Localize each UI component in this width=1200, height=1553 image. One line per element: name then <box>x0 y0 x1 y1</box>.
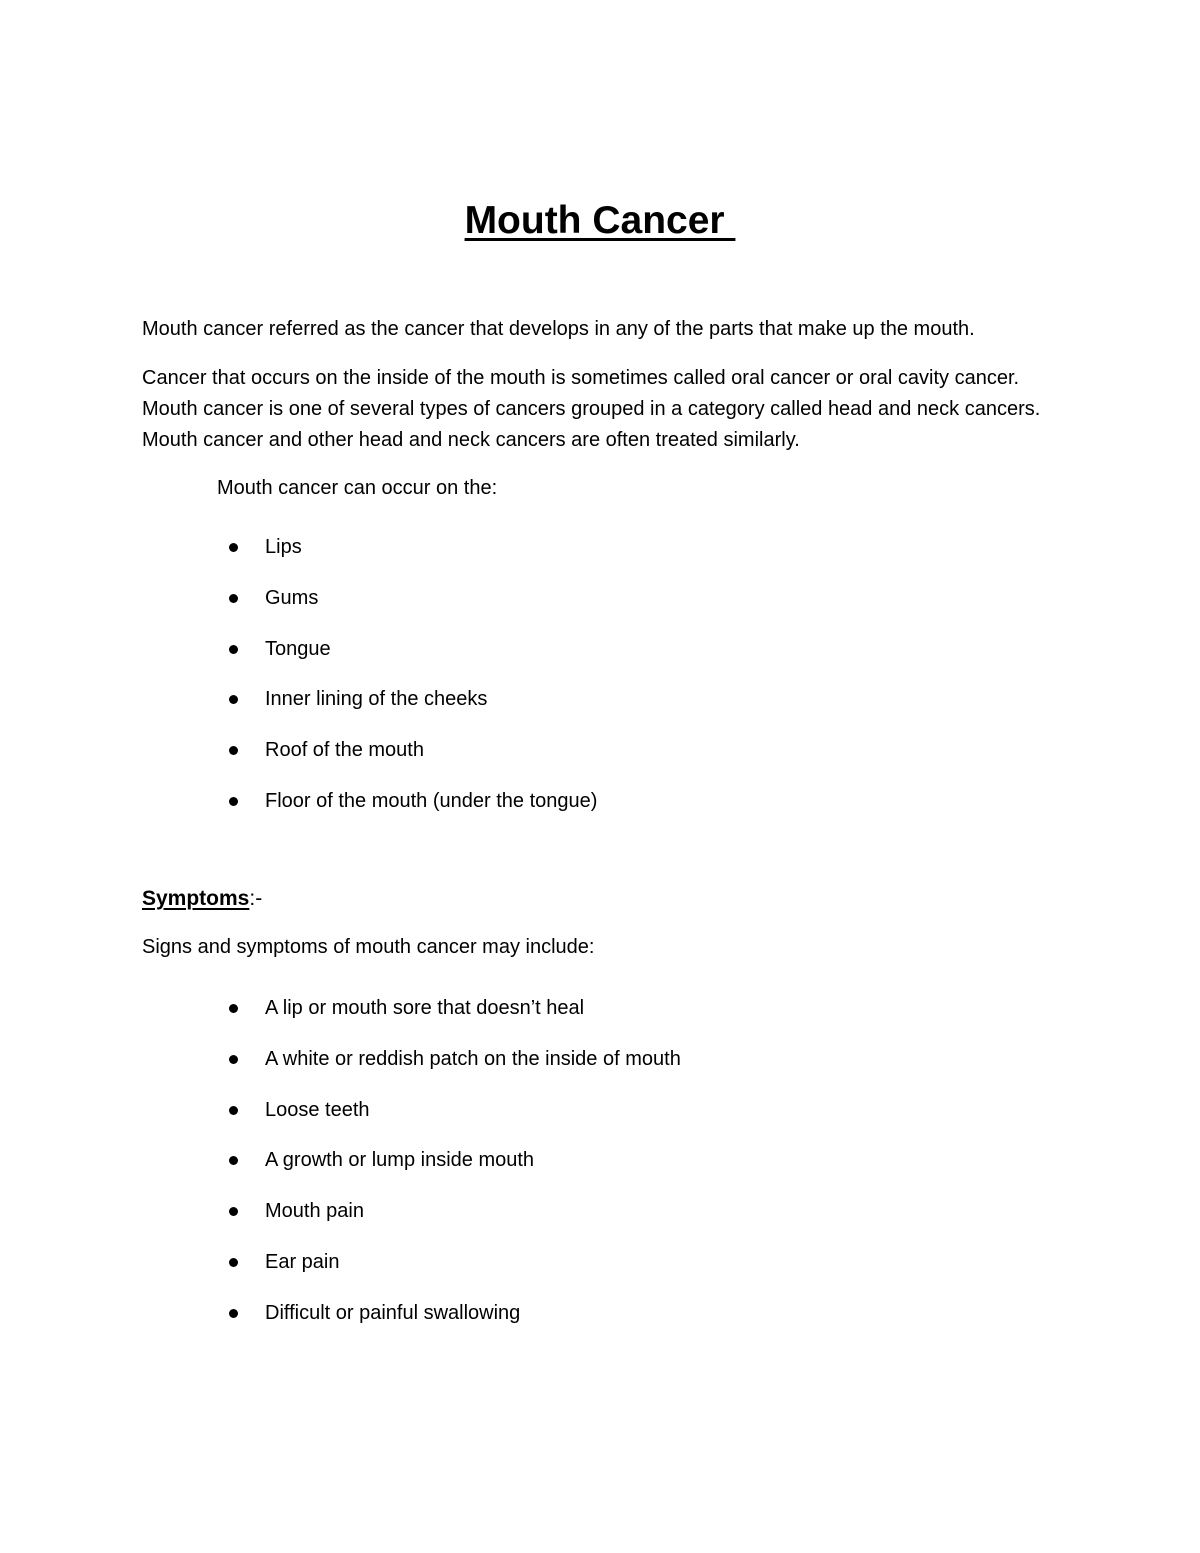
bullet-icon <box>229 1309 238 1318</box>
list-item-text: A white or reddish patch on the inside of mouth <box>265 1047 681 1070</box>
list-item-text: Roof of the mouth <box>265 739 424 762</box>
intro-paragraph: Mouth cancer referred as the cancer that develops in any of the parts that make up the mouth. <box>142 318 975 340</box>
bullet-icon <box>229 1055 238 1064</box>
document-title <box>0 196 1200 246</box>
bullet-icon <box>229 1156 238 1165</box>
bullet-icon <box>229 695 238 704</box>
list-item-text: Gums <box>265 586 319 609</box>
list-item-text: A lip or mouth sore that doesn’t heal <box>265 997 585 1019</box>
bullet-icon <box>229 746 238 755</box>
locations-intro: Mouth cancer can occur on the: <box>217 477 498 499</box>
list-item-text: Difficult or painful swallowing <box>265 1301 521 1324</box>
symptoms-heading <box>142 883 262 914</box>
list-item-text: Ear pain <box>265 1250 340 1273</box>
bullet-icon <box>229 645 238 654</box>
document-title-text: Mouth Cancer <box>464 199 736 242</box>
symptoms-intro: Signs and symptoms of mouth cancer may include: <box>142 936 595 958</box>
list-item-text: Loose teeth <box>265 1098 370 1121</box>
bullet-icon <box>229 1004 238 1013</box>
list-item-text: Tongue <box>265 637 331 660</box>
bullet-icon <box>229 1106 238 1115</box>
bullet-icon <box>229 1207 238 1216</box>
bullet-icon <box>229 543 238 552</box>
symptoms-heading-suffix: :- <box>249 887 263 910</box>
list-item-text: Mouth pain <box>265 1200 364 1223</box>
bullet-icon <box>229 797 238 806</box>
symptoms-heading-text: Symptoms <box>142 887 250 910</box>
list-item-text: A growth or lump inside mouth <box>265 1149 535 1172</box>
bullet-icon <box>229 594 238 603</box>
description-paragraph: Cancer that occurs on the inside of the mouth is sometimes called oral cancer or oral cavity cancer. Mouth cancer is one of several types of cancers grouped in a category called head and neck cancers. Mouth cancer and other head and neck cancers are often treated similarly. <box>142 367 1041 451</box>
list-item-text: Inner lining of the cheeks <box>265 688 488 711</box>
list-item-text: Lips <box>265 536 302 558</box>
list-item-text: Floor of the mouth (under the tongue) <box>265 789 598 812</box>
bullet-icon <box>229 1258 238 1267</box>
